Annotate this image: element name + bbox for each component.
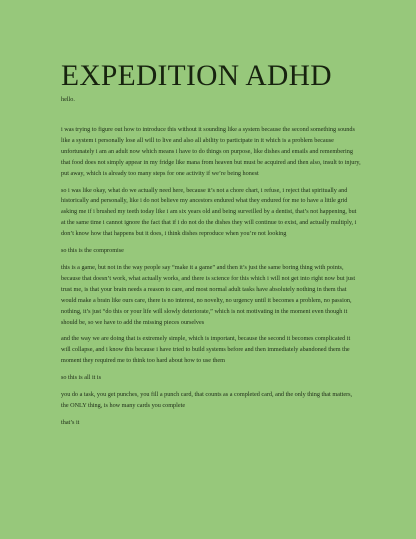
body-paragraph: and the way we are doing that is extremely simple, which is important, because the second it becomes complicated it will collapse, and i know this because i have tried to build systems before and then immediately abandoned them the moment they required me to think too hard about how to use them (61, 335, 351, 365)
body-paragraph: you do a task, you get punches, you fill a punch card, that counts as a completed card, and the only thing that matters, the ONLY thing, is how many cards you complete (61, 391, 353, 409)
body-paragraph: so this is all it is (61, 374, 102, 382)
greeting-text: hello. (61, 96, 75, 103)
body-paragraph: i was trying to figure out how to introduce this without it sounding like a system because the second something sounds like a system i personally lose all will to live and also all ability to participate in it which is a problem because unfortunately i am an adult now which means i have to do things on purpose, like dishes and emails and remembering that food does not simply appear in my fridge like mana from heaven but must be acquired and then also, insult to injury, put away, which is already too many steps for one activity if we’re being honest (61, 126, 361, 177)
document-body (61, 125, 361, 429)
body-paragraph: so this is the compromise (61, 247, 124, 255)
body-paragraph: that’s it (61, 418, 80, 426)
document-page (61, 58, 361, 429)
body-paragraph: so i was like okay, what do we actually need here, because it’s not a chore chart, i refuse, i reject that spiritually and historically and personally, like i do not believe my ancestors endured what they endured for me to have a little grid asking me if i brushed my teeth today like i am six years old and being surveilled by a dentist, that’s not happening, but at the same time i cannot ignore the fact that if i do not do the dishes they will continue to exist, and actually multiply, i don’t know how that happens but it does, i think dishes reproduce when you’re not looking (61, 186, 357, 238)
document-title: EXPEDITION ADHD (61, 60, 332, 92)
body-paragraph: this is a game, but not in the way people say “make it a game” and then it’s just the same boring thing with points, because that doesn’t work, what actually works, and there is science for this which i will not get into right now but just trust me, is that your brain needs a reason to care, and most normal adult tasks have absolutely nothing in them that would make a brain like ours care, there is no interest, no novelty, no urgency until it becomes a problem, no passion, nothing, it’s just “do this or your life will slowly deteriorate,” which is not motivating in the moment even though it should be, so we have to add the missing pieces ourselves (61, 263, 356, 326)
